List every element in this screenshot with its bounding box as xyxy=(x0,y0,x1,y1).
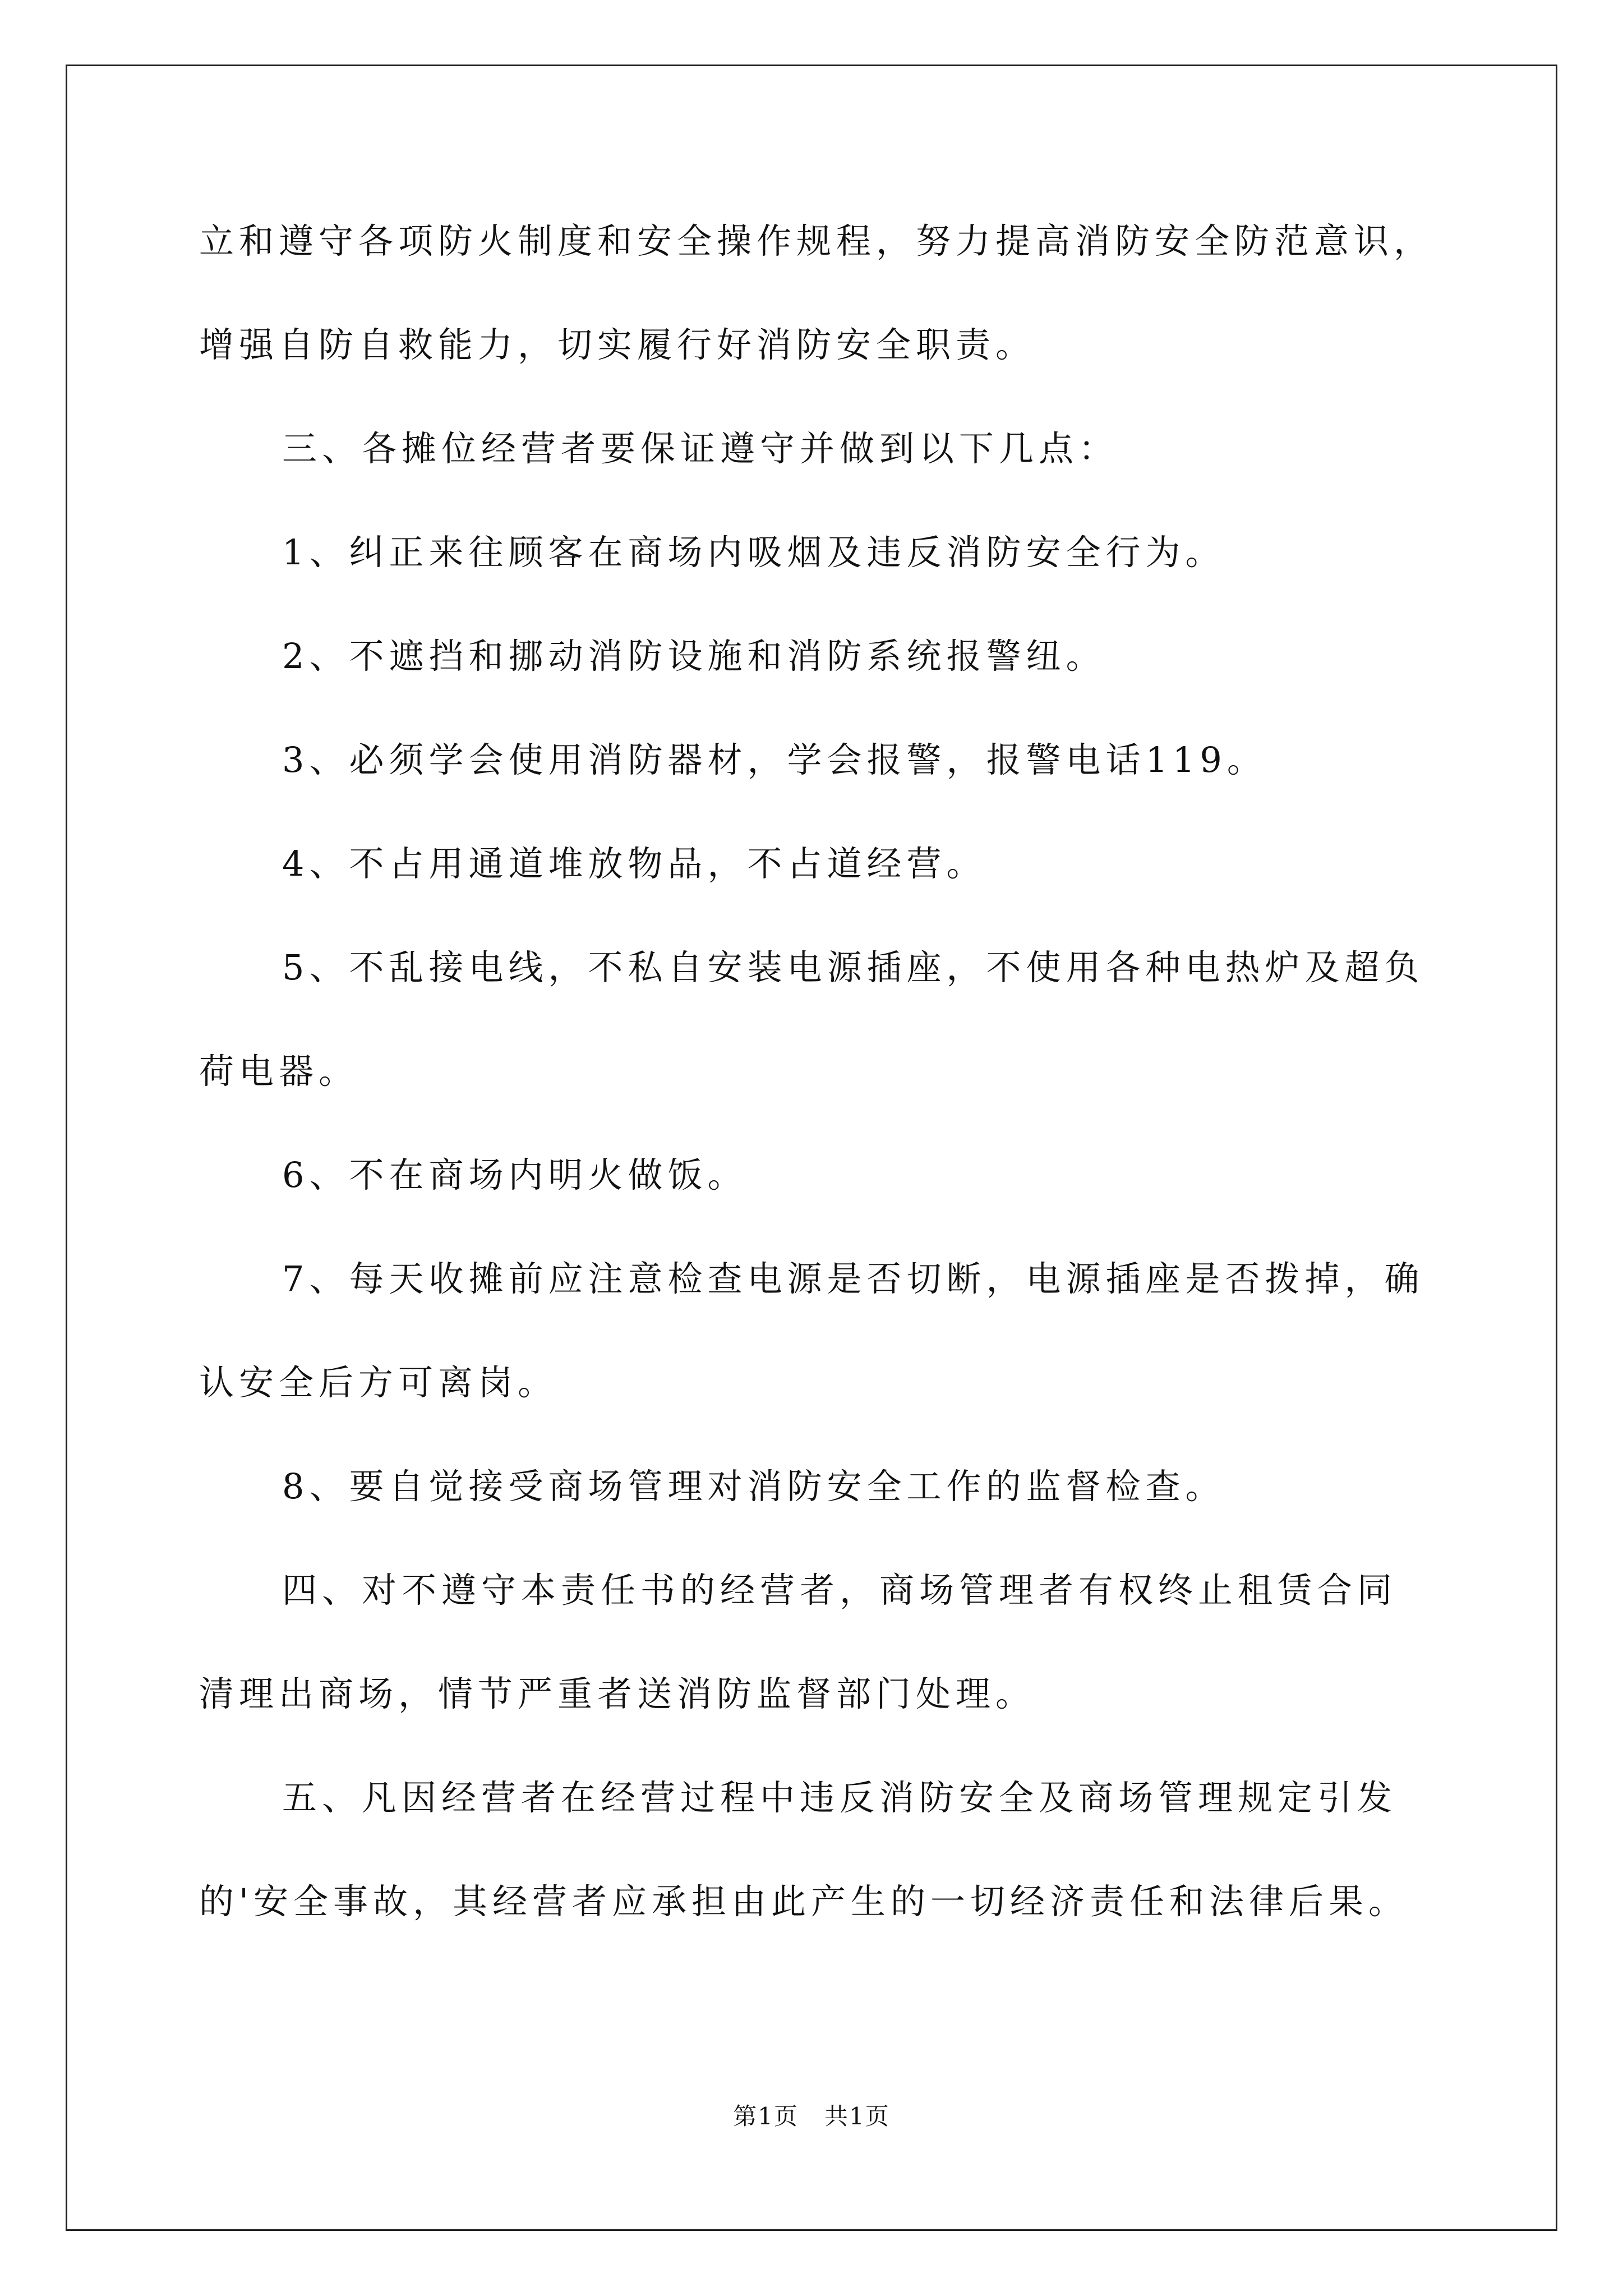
text-line: 认安全后方可离岗。 xyxy=(199,1362,558,1403)
text-line: 立和遵守各项防火制度和安全操作规程，努力提高消防安全防范意识， xyxy=(199,220,1434,261)
section-paragraph: 四、对不遵守本责任书的经营者，商场管理者有权终止租赁合同 xyxy=(282,1570,1398,1611)
section-paragraph: 五、凡因经营者在经营过程中违反消防安全及商场管理规定引发 xyxy=(282,1777,1398,1818)
list-item: 5、不乱接电线，不私自安装电源插座，不使用各种电热炉及超负 xyxy=(282,947,1424,988)
list-item: 6、不在商场内明火做饭。 xyxy=(282,1154,748,1195)
list-item: 4、不占用通道堆放物品，不占道经营。 xyxy=(282,843,986,884)
text-line: 荷电器。 xyxy=(199,1051,359,1092)
list-item: 3、必须学会使用消防器材，学会报警，报警电话119。 xyxy=(282,739,1267,780)
text-line: 的'安全事故，其经营者应承担由此产生的一切经济责任和法律后果。 xyxy=(199,1881,1409,1922)
text-line: 增强自防自救能力，切实履行好消防安全职责。 xyxy=(199,324,1036,365)
section-heading: 三、各摊位经营者要保证遵守并做到以下几点： xyxy=(282,428,1119,469)
list-item: 2、不遮挡和挪动消防设施和消防系统报警纽。 xyxy=(282,636,1106,677)
page-number-footer: 第1页 共1页 xyxy=(733,2102,890,2130)
list-item: 7、每天收摊前应注意检查电源是否切断，电源插座是否拨掉，确 xyxy=(282,1258,1424,1299)
list-item: 1、纠正来往顾客在商场内吸烟及违反消防安全行为。 xyxy=(282,532,1225,573)
list-item: 8、要自觉接受商场管理对消防安全工作的监督检查。 xyxy=(282,1466,1225,1507)
text-line: 清理出商场，情节严重者送消防监督部门处理。 xyxy=(199,1673,1036,1714)
